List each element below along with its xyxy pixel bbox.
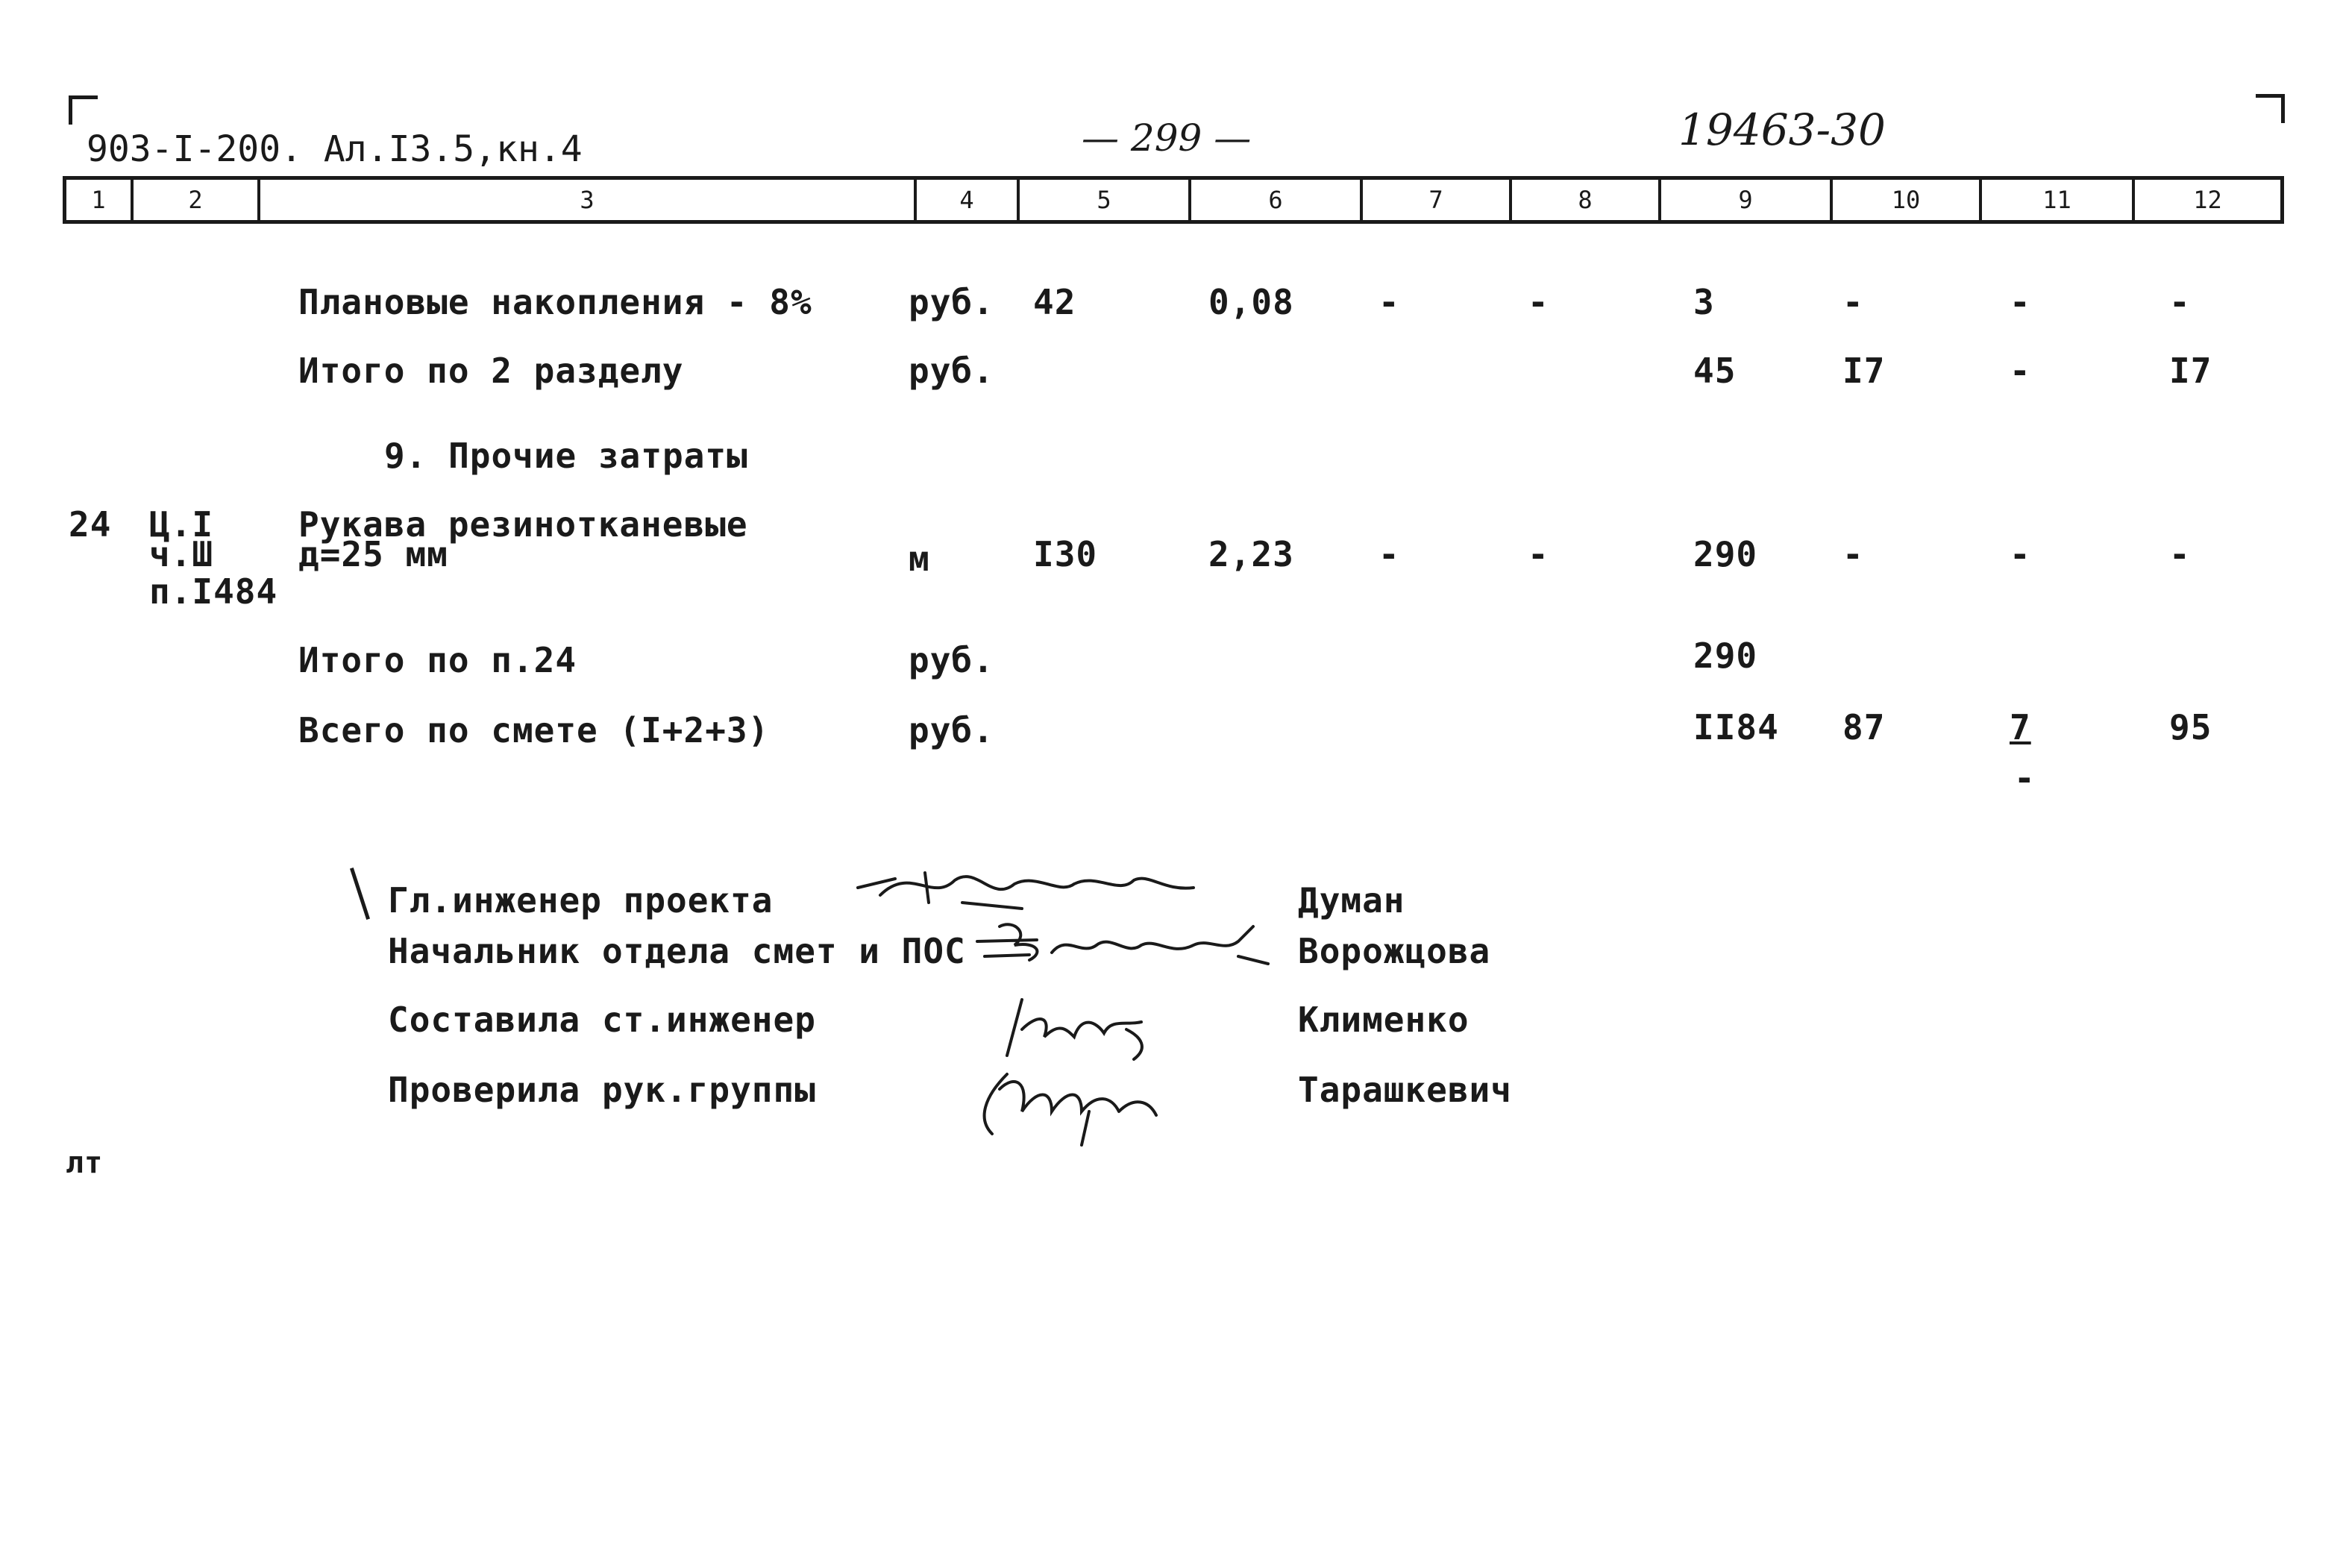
signature-name: Клименко (1298, 1000, 1470, 1040)
item-name-line-1: Рукава резинотканевые (298, 504, 748, 545)
cell-col6: 2,23 (1208, 534, 1294, 574)
cell-col8: - (1528, 282, 1549, 322)
cell-col10: - (1842, 534, 1864, 574)
cell-col10: 87 (1842, 707, 1886, 747)
page-number: — 299 — (1082, 116, 1252, 160)
column-header-row (63, 176, 2284, 224)
column-header-1: 1 (66, 180, 134, 220)
item-name-line-2: д=25 мм (298, 534, 448, 574)
handwritten-signature-2 (970, 912, 1283, 979)
column-header-3: 3 (260, 180, 917, 220)
signature-name: Ворожцова (1298, 931, 1491, 971)
footer-mark: лт (66, 1146, 104, 1180)
cell-col9: 290 (1693, 534, 1758, 574)
item-reference-line-3: п.I484 (149, 571, 278, 612)
signature-role: Начальник отдела смет и ПОС (388, 931, 966, 971)
signature-name: Думан (1298, 880, 1405, 921)
handwritten-signature-4 (970, 1052, 1179, 1149)
column-header-9: 9 (1661, 180, 1833, 220)
cell-col9: 3 (1693, 282, 1715, 322)
column-header-2: 2 (134, 180, 260, 220)
row-unit: руб. (909, 282, 994, 322)
row-unit: руб. (909, 351, 994, 391)
cell-col6: 0,08 (1208, 282, 1294, 322)
cell-col12: 95 (2169, 707, 2212, 747)
signature-role: Проверила рук.группы (388, 1070, 816, 1110)
document-reference: 903-I-200. Ал.I3.5,кн.4 (87, 128, 583, 170)
cell-col10: I7 (1842, 351, 1886, 391)
column-header-10: 10 (1833, 180, 1982, 220)
column-header-5: 5 (1020, 180, 1191, 220)
row-name: Всего по смете (I+2+3) (298, 710, 770, 750)
cell-col7: - (1378, 534, 1400, 574)
row-name: Плановые накопления - 8% (298, 282, 812, 322)
cell-col11: - (2010, 534, 2031, 574)
cell-col7: - (1378, 282, 1400, 322)
item-reference-line-1: Ц.I (149, 504, 214, 545)
item-number: 24 (69, 504, 112, 545)
column-header-7: 7 (1363, 180, 1512, 220)
signature-bracket-mark (350, 868, 370, 920)
row-unit: руб. (909, 640, 994, 680)
signature-role: Гл.инженер проекта (388, 880, 774, 921)
column-header-11: 11 (1982, 180, 2135, 220)
row-name: Итого по 2 разделу (298, 351, 684, 391)
item-reference-line-2: ч.Ш (149, 534, 214, 574)
row-unit: руб. (909, 710, 994, 750)
cell-col11: - (2010, 351, 2031, 391)
row-name: Итого по п.24 (298, 640, 577, 680)
inventory-number: 19463-30 (1678, 104, 1886, 155)
cell-col11: - (2010, 282, 2031, 322)
cell-col12: I7 (2169, 351, 2212, 391)
row-unit: м (909, 539, 930, 579)
cell-col10: - (1842, 282, 1864, 322)
corner-mark-top-right (2256, 94, 2285, 123)
section-heading: 9. Прочие затраты (384, 436, 748, 476)
column-header-6: 6 (1191, 180, 1363, 220)
column-header-4: 4 (917, 180, 1020, 220)
cell-col8: - (1528, 534, 1549, 574)
cell-col9: 45 (1693, 351, 1737, 391)
corner-mark-top-left (69, 95, 98, 125)
cell-col9: 290 (1693, 636, 1758, 676)
signature-role: Составила ст.инженер (388, 1000, 816, 1040)
signature-name: Тарашкевич (1298, 1070, 1512, 1110)
cell-col5: I30 (1033, 534, 1098, 574)
cell-col5: 42 (1033, 282, 1076, 322)
cell-col11: 7 (2010, 707, 2031, 747)
column-header-12: 12 (2193, 186, 2222, 214)
cell-col12: - (2169, 534, 2191, 574)
cell-col9: II84 (1693, 707, 1779, 747)
column-header-8: 8 (1512, 180, 1661, 220)
cell-col12: - (2169, 282, 2191, 322)
cell-col11-below: - (2014, 758, 2036, 798)
